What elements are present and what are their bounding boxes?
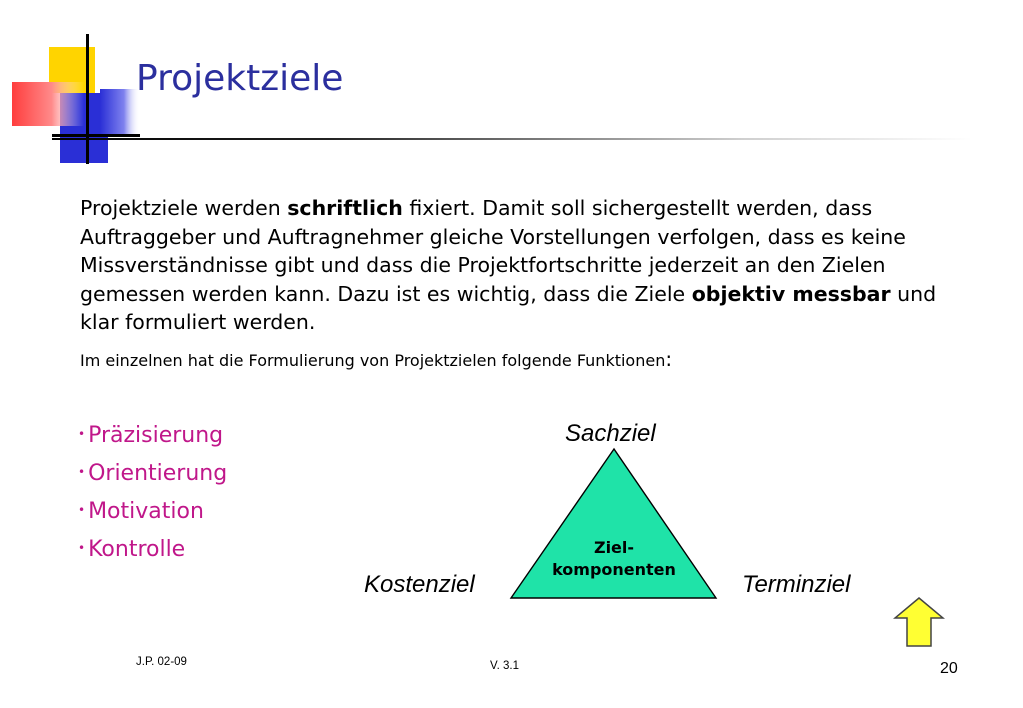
list-item-label: Orientierung: [88, 461, 228, 486]
list-item-label: Motivation: [88, 499, 204, 524]
list-item: [78, 420, 227, 458]
list-item-label: Kontrolle: [88, 537, 186, 562]
intro-emphasis-2: objektiv messbar: [691, 281, 891, 306]
intro-emphasis-1: schriftlich: [287, 196, 403, 220]
functions-intro-text: Im einzelnen hat die Formulierung von Projektzielen folgende Funktionen: [80, 351, 666, 370]
triangle-center-label: [520, 537, 708, 581]
bullet-icon: •: [78, 465, 86, 479]
title-underline: [52, 138, 972, 140]
bullet-icon: •: [78, 503, 86, 517]
footer-author: J.P. 02-09: [136, 656, 187, 668]
triangle-label-line-1: Ziel-: [593, 538, 635, 557]
functions-list: [78, 420, 227, 572]
up-arrow-icon[interactable]: [893, 596, 945, 648]
intro-paragraph: [80, 194, 940, 337]
intro-text-1: Projektziele werden: [80, 196, 288, 220]
goal-label-sachziel: Sachziel: [565, 420, 656, 447]
intro-text-2: fixiert. Damit soll sichergestellt werden, dass Auftraggeber und Auftragnehmer gleiche Vorstellungen verfolgen, dass es keine Missverständnisse gibt und dass die Projektfortschritte jederzeit an den Zielen gemessen werden kann. Dazu ist es wichtig, dass die Ziele: [80, 196, 906, 306]
list-item: [78, 458, 227, 496]
decorative-squares-logo: [0, 0, 140, 170]
page-number: 20: [940, 660, 958, 677]
functions-intro: [80, 348, 940, 372]
bullet-icon: •: [78, 427, 86, 441]
list-item: [78, 534, 227, 572]
functions-intro-colon: :: [665, 347, 673, 371]
triangle-label-line-2: komponenten: [552, 560, 676, 579]
list-item: [78, 496, 227, 534]
intro-text-3: und klar formuliert werden.: [80, 281, 937, 334]
list-item-label: Präzisierung: [88, 423, 224, 448]
goal-label-terminziel: Terminziel: [742, 571, 851, 598]
slide-title: Projektziele: [136, 58, 344, 99]
goal-label-kostenziel: Kostenziel: [364, 571, 475, 598]
footer-version: V. 3.1: [490, 660, 519, 672]
bullet-icon: •: [78, 541, 86, 555]
